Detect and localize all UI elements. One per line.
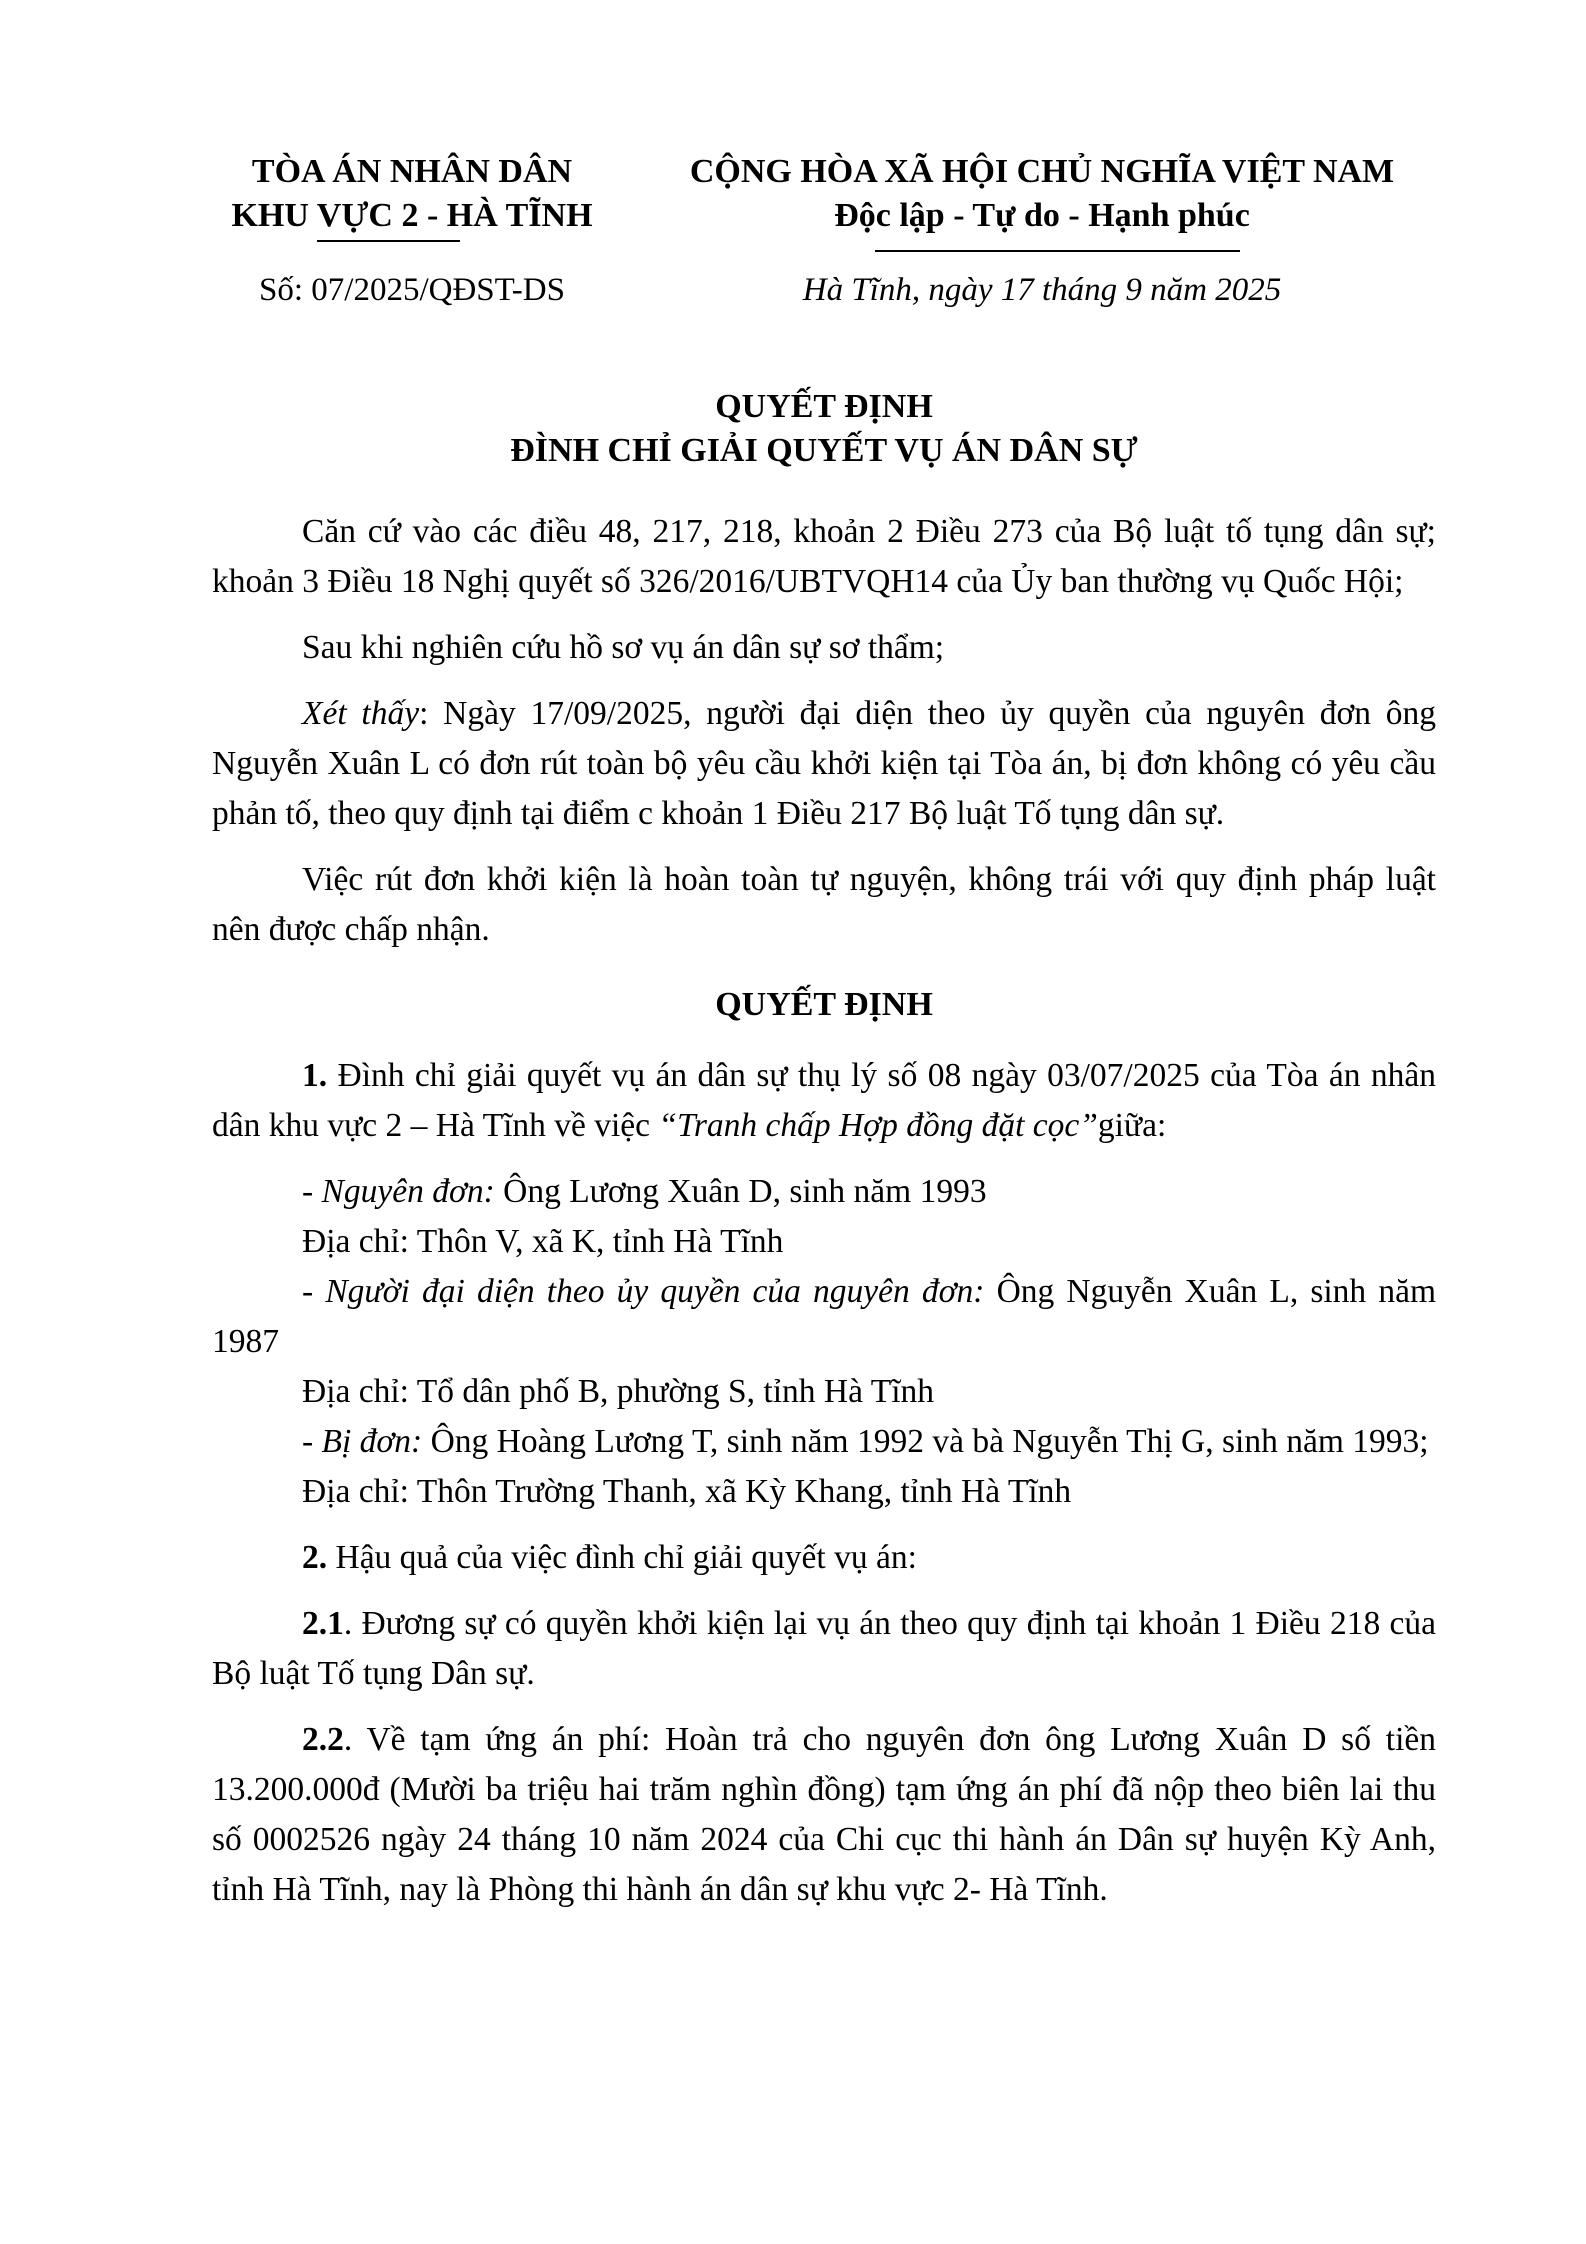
nation-name: CỘNG HÒA XÃ HỘI CHỦ NGHĨA VIỆT NAM [689, 153, 1395, 190]
plaintiff-label: Nguyên đơn: [321, 1173, 495, 1210]
representative-dash: - [302, 1273, 326, 1310]
finding-label: Xét thấy [302, 695, 420, 732]
court-name-underline [317, 240, 460, 242]
item-2-text: Hậu quả của việc đình chỉ giải quyết vụ án: [327, 1539, 917, 1576]
representative-line [212, 1267, 1436, 1367]
document-body [212, 507, 1436, 1915]
motto-underline [875, 250, 1240, 252]
document-number: Số: 07/2025/QĐST-DS [259, 272, 565, 308]
representative-value: Ông Nguyễn Xuân L, sinh năm 1987 [212, 1273, 1437, 1360]
defendant-value: Ông Hoàng Lương T, sinh năm 1992 và bà Nguyễn Thị G, sinh năm 1993; [422, 1423, 1429, 1460]
item-2-number: 2. [302, 1539, 328, 1576]
place-and-date: Hà Tĩnh, ngày 17 tháng 9 năm 2025 [802, 272, 1282, 308]
item-2-1-number: 2.1 [302, 1605, 344, 1642]
court-name-line1: TÒA ÁN NHÂN DÂN [251, 153, 573, 190]
document-page [212, 150, 1436, 1931]
item-2-1-text: . Đương sự có quyền khởi kiện lại vụ án theo quy định tại khoản 1 Điều 218 của Bộ luật Tố tụng Dân sự. [212, 1605, 1436, 1692]
defendant-address: Địa chỉ: Thôn Trường Thanh, xã Kỳ Khang, tỉnh Hà Tĩnh [302, 1473, 1072, 1510]
item-1-number: 1. [302, 1057, 328, 1094]
court-name [212, 150, 612, 238]
defendant-dash: - [302, 1423, 322, 1460]
representative-label: Người đại diện theo ủy quyền của nguyên đơn: [325, 1273, 985, 1310]
national-motto [642, 150, 1442, 238]
case-type: “Tranh chấp Hợp đồng đặt cọc” [658, 1107, 1098, 1144]
motto: Độc lập - Tự do - Hạnh phúc [834, 197, 1250, 234]
acceptance-paragraph: Việc rút đơn khởi kiện là hoàn toàn tự nguyện, không trái với quy định pháp luật nên được chấp nhận. [212, 861, 1436, 948]
item-2-2-number: 2.2 [302, 1721, 344, 1758]
decision-item-2-1 [212, 1599, 1436, 1699]
finding-paragraph [212, 689, 1436, 839]
court-name-line2: KHU VỰC 2 - HÀ TĨNH [231, 197, 593, 234]
decision-item-2 [212, 1533, 1436, 1583]
defendant-line [212, 1417, 1436, 1467]
item-1-text-a: Đình chỉ giải quyết vụ án dân sự thụ lý số 08 ngày 03/07/2025 của Tòa án nhân dân khu vực 2 – Hà Tĩnh về việc [212, 1057, 1436, 1144]
finding-text: : Ngày 17/09/2025, người đại diện theo ủy quyền của nguyên đơn ông Nguyễn Xuân L có đơn rút toàn bộ yêu cầu khởi kiện tại Tòa án, bị đơn không có yêu cầu phản tố, theo quy định tại điểm c khoản 1 Điều 217 Bộ luật Tố tụng dân sự. [212, 695, 1436, 832]
plaintiff-address: Địa chỉ: Thôn V, xã K, tỉnh Hà Tĩnh [302, 1223, 784, 1260]
decision-item-1 [212, 1051, 1436, 1151]
document-title [212, 385, 1436, 473]
decision-item-2-2 [212, 1715, 1436, 1915]
representative-address: Địa chỉ: Tổ dân phố B, phường S, tỉnh Hà Tĩnh [302, 1373, 935, 1410]
decision-heading: QUYẾT ĐỊNH [715, 986, 933, 1023]
document-header [212, 150, 1436, 310]
plaintiff-line [212, 1167, 1436, 1217]
item-2-2-text: . Về tạm ứng án phí: Hoàn trả cho nguyên đơn ông Lương Xuân D số tiền 13.200.000đ (Mười ba triệu hai trăm nghìn đồng) tạm ứng án phí đã nộp theo biên lai thu số 0002526 ngày 24 tháng 10 năm 2024 của Chi cục thi hành án Dân sự huyện Kỳ Anh, tỉnh Hà Tĩnh, nay là Phòng thi hành án dân sự khu vực 2- Hà Tĩnh. [212, 1721, 1436, 1908]
item-1-text-b: giữa: [1097, 1107, 1167, 1144]
review-paragraph: Sau khi nghiên cứu hồ sơ vụ án dân sự sơ thẩm; [302, 629, 945, 666]
title-line2: ĐÌNH CHỈ GIẢI QUYẾT VỤ ÁN DÂN SỰ [510, 432, 1138, 469]
legal-basis-paragraph: Căn cứ vào các điều 48, 217, 218, khoản 2 Điều 273 của Bộ luật tố tụng dân sự; khoản 3 Điều 18 Nghị quyết số 326/2016/UBTVQH14 của Ủy ban thường vụ Quốc Hội; [212, 513, 1436, 600]
title-line1: QUYẾT ĐỊNH [715, 388, 933, 425]
defendant-label: Bị đơn: [321, 1423, 423, 1460]
plaintiff-dash: - [302, 1173, 322, 1210]
plaintiff-value: Ông Lương Xuân D, sinh năm 1993 [494, 1173, 987, 1210]
